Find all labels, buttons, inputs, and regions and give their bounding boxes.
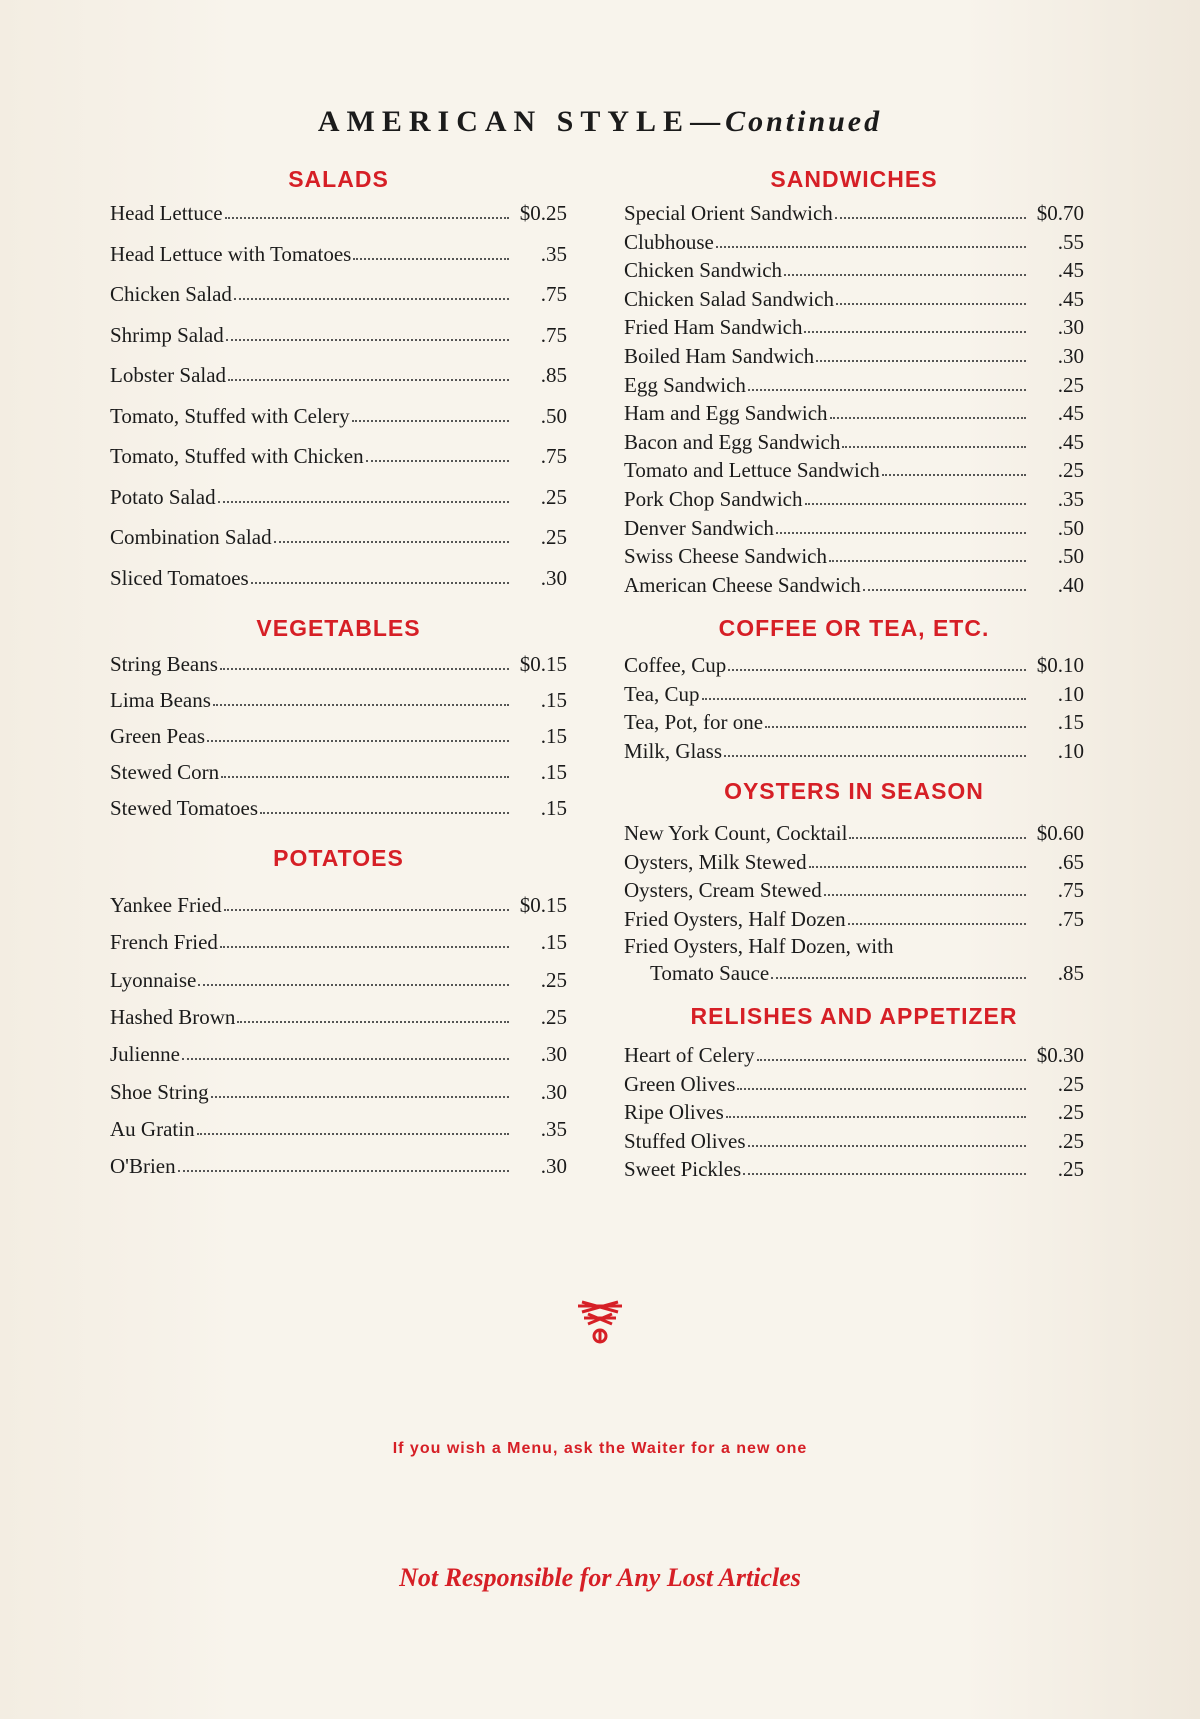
leader-dots	[716, 246, 1026, 248]
item-name: Fried Oysters, Half Dozen	[624, 906, 846, 931]
item-price: .15	[1057, 710, 1084, 735]
item-price: .25	[1057, 372, 1084, 397]
leader-dots	[221, 776, 509, 778]
item-price: .15	[540, 930, 567, 955]
leader-dots	[836, 303, 1026, 305]
item-price: .25	[1057, 1157, 1084, 1182]
item-name: Bacon and Egg Sandwich	[624, 429, 841, 454]
item-price: .35	[540, 241, 567, 266]
leader-dots	[804, 331, 1026, 333]
menu-item	[624, 650, 1084, 678]
menu-item	[624, 904, 1084, 932]
menu-item	[624, 818, 1084, 846]
leader-dots	[251, 582, 509, 584]
leader-dots	[702, 698, 1026, 700]
menu-item	[624, 1097, 1084, 1125]
menu-item	[110, 522, 567, 550]
item-name: Special Orient Sandwich	[624, 201, 833, 225]
item-name: Stewed Tomatoes	[110, 796, 259, 820]
menu-item	[110, 482, 567, 510]
item-name: Ham and Egg Sandwich	[624, 401, 828, 426]
leader-dots	[835, 217, 1026, 219]
menu-item	[624, 847, 1084, 875]
item-name: Combination Salad	[110, 525, 272, 549]
leader-dots	[765, 726, 1026, 728]
menu-item	[624, 284, 1084, 312]
menu-item-fried-oysters-tomato	[624, 932, 1084, 986]
item-name: New York Count, Cocktail	[624, 821, 848, 845]
leader-dots	[218, 501, 509, 503]
item-name: Julienne	[110, 1042, 180, 1067]
menu-item	[110, 441, 567, 469]
item-price: .35	[1057, 487, 1084, 511]
leader-dots	[771, 977, 1026, 979]
item-name-line2-row	[624, 960, 1084, 986]
menu-item	[110, 279, 567, 307]
menu-item	[624, 255, 1084, 283]
leader-dots	[178, 1170, 509, 1172]
leader-dots	[225, 217, 509, 219]
item-name: String Beans	[110, 652, 218, 676]
item-name: Boiled Ham Sandwich	[624, 344, 815, 368]
menu-item	[624, 198, 1084, 226]
menu-item	[110, 239, 567, 267]
item-price: .45	[1057, 429, 1084, 454]
item-price: .75	[1057, 878, 1084, 903]
leader-dots	[829, 560, 1026, 562]
item-price: .45	[1057, 258, 1084, 283]
item-price: .45	[1057, 286, 1084, 311]
item-name: Sliced Tomatoes	[110, 565, 249, 590]
title-separator: —	[690, 105, 726, 138]
item-price: .10	[1057, 738, 1084, 763]
menu-item	[624, 455, 1084, 483]
item-price: .50	[1057, 544, 1084, 569]
leader-dots	[726, 1116, 1026, 1118]
menu-request-note: If you wish a Menu, ask the Waiter for a new one	[392, 1440, 808, 1457]
leader-dots	[816, 360, 1026, 362]
leader-dots	[848, 923, 1026, 925]
emblem-icon	[572, 1298, 628, 1348]
section-heading-coffee: COFFEE OR TEA, ETC.	[718, 615, 990, 641]
item-price: .40	[1057, 572, 1084, 597]
title-continued: Continued	[725, 105, 883, 138]
menu-item	[624, 484, 1084, 512]
item-price: .15	[540, 760, 567, 784]
item-name: Tomato, Stuffed with Celery	[110, 403, 350, 428]
item-price: .25	[540, 967, 567, 992]
menu-item	[624, 341, 1084, 369]
leader-dots	[748, 1145, 1026, 1147]
item-price: .25	[540, 525, 567, 549]
item-name: Denver Sandwich	[624, 515, 774, 540]
leader-dots	[198, 984, 509, 986]
menu-item	[624, 312, 1084, 340]
item-price: .25	[1057, 1128, 1084, 1153]
menu-item	[624, 1069, 1084, 1097]
item-price: .25	[540, 484, 567, 509]
menu-item	[624, 875, 1084, 903]
menu-item	[624, 227, 1084, 255]
item-price: $0.15	[519, 893, 567, 917]
item-name: Swiss Cheese Sandwich	[624, 544, 827, 569]
item-name: Lima Beans	[110, 688, 211, 712]
item-name: O'Brien	[110, 1154, 176, 1179]
item-name: Tea, Pot, for one	[624, 710, 764, 735]
menu-item	[624, 370, 1084, 398]
leader-dots	[784, 274, 1026, 276]
menu-item	[110, 320, 567, 348]
menu-item	[624, 1126, 1084, 1154]
item-name: Tomato and Lettuce Sandwich	[624, 458, 880, 483]
item-price: $0.15	[519, 652, 567, 676]
item-price: $0.30	[1036, 1043, 1084, 1067]
item-price: .10	[1057, 681, 1084, 706]
page-title	[0, 105, 1200, 139]
leader-dots	[776, 532, 1026, 534]
leader-dots	[748, 389, 1026, 391]
leader-dots	[182, 1058, 509, 1060]
item-price: .30	[540, 1042, 567, 1067]
item-price: .50	[1057, 515, 1084, 540]
item-price: .25	[1057, 1100, 1084, 1125]
menu-item	[110, 793, 567, 821]
item-name: Clubhouse	[624, 229, 714, 254]
lost-articles-disclaimer: Not Responsible for Any Lost Articles	[399, 1563, 801, 1592]
leader-dots	[228, 379, 509, 381]
menu-item	[624, 398, 1084, 426]
item-price: $0.60	[1036, 821, 1084, 845]
item-name: Sweet Pickles	[624, 1157, 742, 1182]
item-name: American Cheese Sandwich	[624, 572, 861, 597]
item-name: Au Gratin	[110, 1116, 195, 1141]
menu-item	[624, 736, 1084, 764]
menu-item	[110, 965, 567, 993]
menu-item	[110, 890, 567, 918]
menu-item	[110, 927, 567, 955]
leader-dots	[882, 474, 1026, 476]
item-name: French Fried	[110, 930, 218, 955]
item-price: $0.10	[1036, 653, 1084, 677]
item-price: .30	[1057, 315, 1084, 340]
leader-dots	[220, 668, 509, 670]
menu-item	[624, 541, 1084, 569]
item-name: Chicken Sandwich	[624, 258, 783, 283]
item-name: Egg Sandwich	[624, 372, 746, 397]
item-name-line1: Fried Oysters, Half Dozen, with	[624, 934, 894, 958]
item-price: .25	[1057, 1071, 1084, 1096]
item-price: .25	[540, 1004, 567, 1029]
item-name: Green Peas	[110, 724, 206, 748]
item-price: .30	[540, 1154, 567, 1179]
leader-dots	[260, 812, 509, 814]
leader-dots	[207, 740, 509, 742]
item-price: .15	[540, 724, 567, 748]
item-price: $0.25	[519, 201, 567, 225]
leader-dots	[805, 503, 1027, 505]
item-name: Stuffed Olives	[624, 1128, 746, 1153]
item-name: Lyonnaise	[110, 967, 197, 992]
item-name: Stewed Corn	[110, 760, 220, 784]
section-heading-vegetables: VEGETABLES	[256, 615, 421, 641]
leader-dots	[830, 417, 1026, 419]
menu-item	[110, 1151, 567, 1179]
leader-dots	[863, 589, 1026, 591]
leader-dots	[724, 755, 1026, 757]
item-price: .35	[540, 1116, 567, 1141]
leader-dots	[809, 866, 1026, 868]
section-heading-sandwiches: SANDWICHES	[770, 166, 938, 192]
item-price: .85	[1057, 961, 1084, 985]
item-name: Hashed Brown	[110, 1004, 236, 1029]
menu-item	[110, 1002, 567, 1030]
leader-dots	[211, 1096, 509, 1098]
item-price: $0.70	[1036, 201, 1084, 225]
item-price: .75	[540, 322, 567, 347]
item-price: .15	[540, 688, 567, 712]
item-name: Chicken Salad Sandwich	[624, 286, 834, 311]
leader-dots	[213, 704, 509, 706]
item-price: .85	[540, 363, 567, 387]
item-price: .50	[540, 403, 567, 428]
menu-item	[624, 1154, 1084, 1182]
item-name: Head Lettuce with Tomatoes	[110, 241, 352, 266]
item-price: .75	[540, 282, 567, 306]
item-price: .75	[540, 444, 567, 468]
section-heading-salads: SALADS	[288, 166, 389, 192]
item-price: .25	[1057, 458, 1084, 483]
menu-item	[624, 427, 1084, 455]
menu-item	[110, 563, 567, 591]
section-heading-oysters: OYSTERS IN SEASON	[724, 778, 984, 804]
leader-dots	[220, 946, 509, 948]
menu-item	[110, 1039, 567, 1067]
leader-dots	[274, 541, 509, 543]
item-name: Green Olives	[624, 1071, 736, 1096]
leader-dots	[366, 460, 509, 462]
item-name: Pork Chop Sandwich	[624, 487, 803, 511]
item-name: Head Lettuce	[110, 201, 223, 225]
leader-dots	[757, 1059, 1026, 1061]
item-price: .55	[1057, 229, 1084, 254]
menu-item	[624, 570, 1084, 598]
item-price: .65	[1057, 849, 1084, 874]
item-name: Shoe String	[110, 1079, 209, 1104]
leader-dots	[353, 258, 509, 260]
item-name: Chicken Salad	[110, 282, 232, 306]
leader-dots	[728, 669, 1026, 671]
item-price: .30	[1057, 344, 1084, 368]
item-price: .30	[540, 565, 567, 590]
menu-item	[110, 685, 567, 713]
menu-item	[624, 679, 1084, 707]
menu-item	[624, 707, 1084, 735]
item-name: Ripe Olives	[624, 1100, 724, 1125]
item-name: Potato Salad	[110, 484, 216, 509]
item-name: Tomato, Stuffed with Chicken	[110, 444, 364, 468]
item-price: .30	[540, 1079, 567, 1104]
menu-item	[110, 649, 567, 677]
item-name: Oysters, Milk Stewed	[624, 849, 807, 874]
item-name: Fried Ham Sandwich	[624, 315, 803, 340]
leader-dots	[197, 1133, 509, 1135]
item-price: .75	[1057, 906, 1084, 931]
menu-item	[624, 1040, 1084, 1068]
leader-dots	[237, 1021, 509, 1023]
section-heading-potatoes: POTATOES	[273, 845, 404, 871]
item-price: .15	[540, 796, 567, 820]
item-name: Milk, Glass	[624, 738, 723, 763]
item-name: Tea, Cup	[624, 681, 700, 706]
title-main: AMERICAN STYLE	[317, 105, 691, 138]
leader-dots	[226, 339, 509, 341]
menu-item	[624, 513, 1084, 541]
menu-item	[110, 1114, 567, 1142]
menu-item	[110, 757, 567, 785]
leader-dots	[352, 420, 509, 422]
leader-dots	[842, 446, 1026, 448]
item-name: Oysters, Cream Stewed	[624, 878, 822, 903]
menu-item	[110, 360, 567, 388]
item-name: Heart of Celery	[624, 1043, 755, 1067]
leader-dots	[737, 1088, 1026, 1090]
leader-dots	[824, 894, 1026, 896]
item-name: Yankee Fried	[110, 893, 222, 917]
menu-item	[110, 721, 567, 749]
item-name: Coffee, Cup	[624, 653, 727, 677]
leader-dots	[234, 298, 509, 300]
item-name: Shrimp Salad	[110, 322, 224, 347]
menu-item	[110, 401, 567, 429]
item-name: Lobster Salad	[110, 363, 227, 387]
leader-dots	[849, 837, 1026, 839]
menu-item	[110, 1077, 567, 1105]
leader-dots	[743, 1173, 1026, 1175]
leader-dots	[224, 909, 509, 911]
menu-item	[110, 198, 567, 226]
section-heading-relishes: RELISHES AND APPETIZER	[690, 1003, 1018, 1029]
item-price: .45	[1057, 401, 1084, 426]
item-name-line2: Tomato Sauce	[650, 961, 770, 985]
